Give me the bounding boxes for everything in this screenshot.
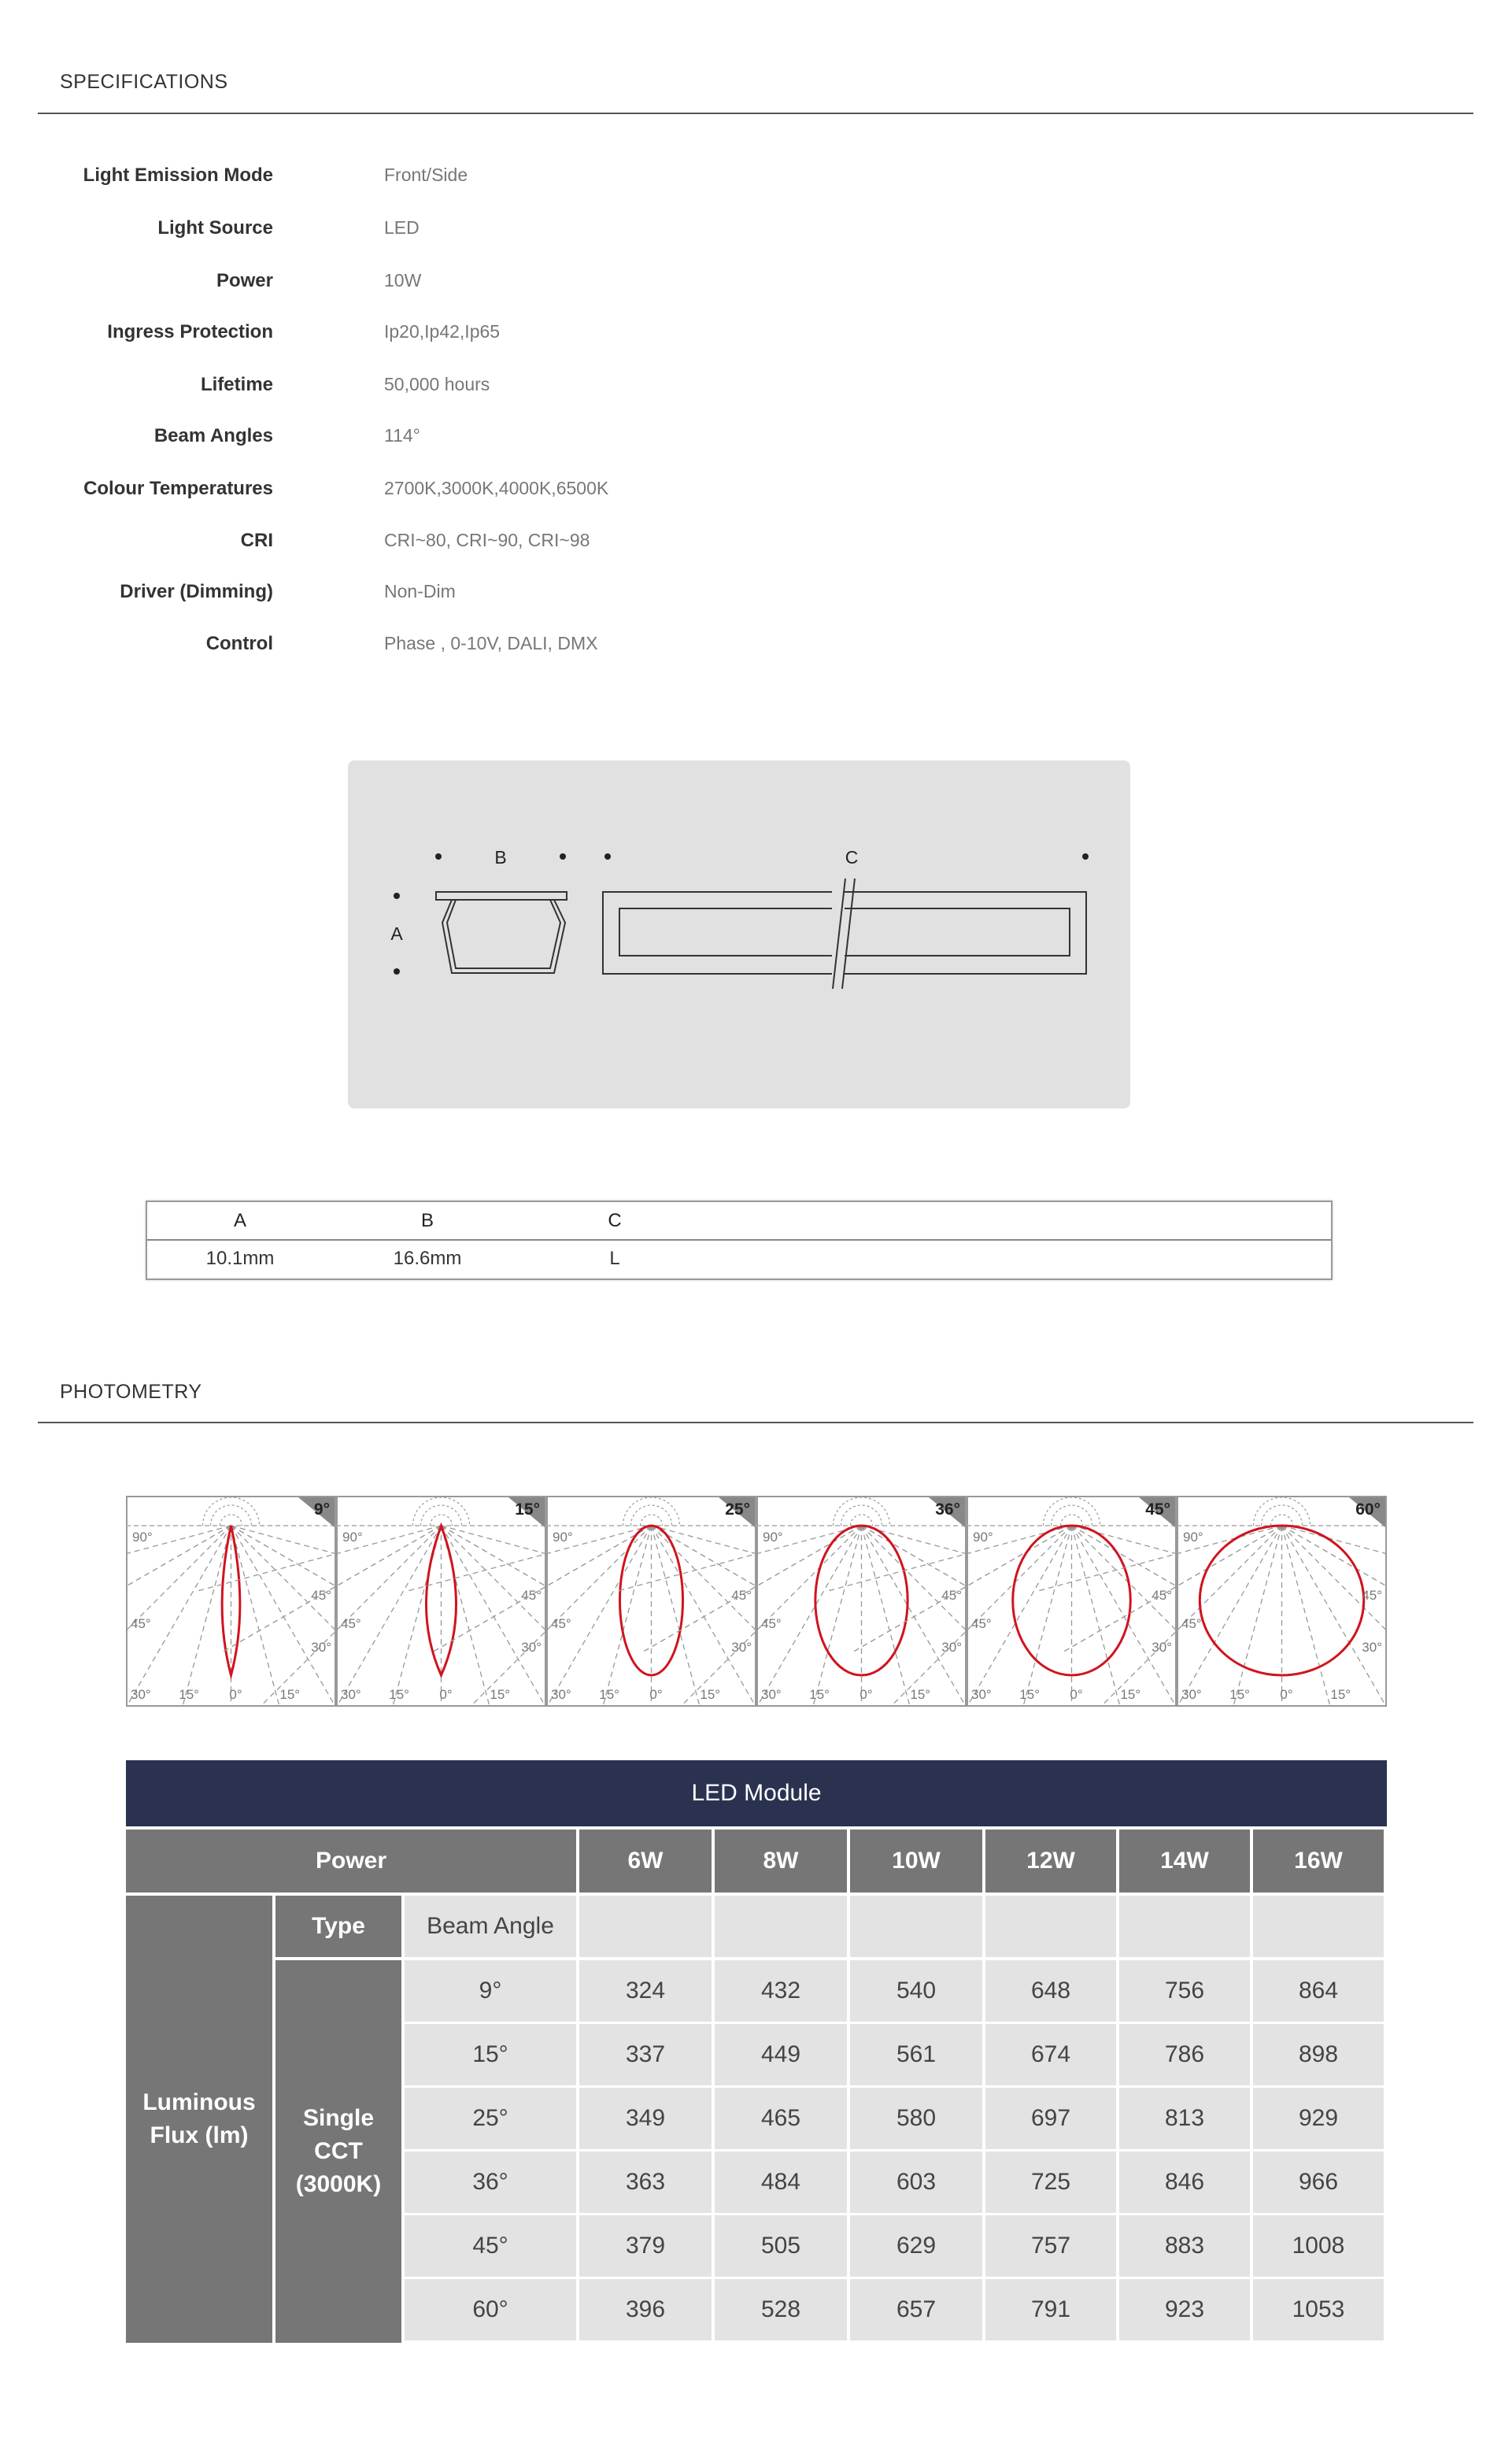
- spec-value: 2700K,3000K,4000K,6500K: [384, 478, 609, 498]
- scale-label: 45°: [971, 1616, 992, 1631]
- scale-label: 45°: [761, 1616, 782, 1631]
- dimension-marker: [560, 853, 566, 860]
- power-column-header: 16W: [1253, 1830, 1384, 1893]
- beam-diagram-strip: [126, 1496, 1387, 1707]
- scale-label: 30°: [551, 1687, 571, 1702]
- scale-label: 15°: [1330, 1687, 1351, 1702]
- scale-label: 90°: [973, 1530, 993, 1545]
- profile-drawing: [348, 760, 1130, 1108]
- flux-value-cell: 528: [715, 2279, 847, 2340]
- dimension-marker: [604, 853, 611, 860]
- empty-cell: [1119, 1896, 1250, 1957]
- empty-cell: [579, 1896, 712, 1957]
- flux-value-cell: 484: [715, 2152, 847, 2213]
- flux-value-cell: 929: [1253, 2088, 1384, 2149]
- flux-value-cell: 966: [1253, 2152, 1384, 2213]
- scale-label: 30°: [941, 1640, 962, 1655]
- flux-value-cell: 603: [850, 2152, 982, 2213]
- empty-cell: [985, 1896, 1116, 1957]
- scale-label: 90°: [553, 1530, 573, 1545]
- flux-value-cell: 540: [850, 1960, 982, 2022]
- scale-label: 0°: [1280, 1687, 1293, 1702]
- scale-label: 15°: [490, 1687, 511, 1702]
- scale-label: 30°: [1362, 1640, 1382, 1655]
- scale-label: 45°: [551, 1616, 571, 1631]
- scale-label: 15°: [1229, 1687, 1250, 1702]
- led-module-table: [126, 1760, 1387, 2337]
- scale-label: 15°: [389, 1687, 409, 1702]
- beam-angle-label: 45°: [1145, 1500, 1170, 1519]
- scale-label: 45°: [311, 1588, 331, 1603]
- flux-value-cell: 580: [850, 2088, 982, 2149]
- empty-cell: [850, 1896, 982, 1957]
- beam-angle-label: 60°: [1355, 1500, 1381, 1519]
- scale-label: 90°: [763, 1530, 783, 1545]
- dimension-header: B: [420, 1210, 434, 1231]
- flux-value-cell: 757: [985, 2215, 1116, 2277]
- scale-label: 45°: [941, 1588, 962, 1603]
- beam-angle-cell: 60°: [405, 2279, 576, 2340]
- spec-row: [0, 478, 1512, 509]
- spec-row: [0, 217, 1512, 249]
- flux-value-cell: 324: [579, 1960, 712, 2022]
- flux-value-cell: 349: [579, 2088, 712, 2149]
- scale-label: 15°: [599, 1687, 619, 1702]
- spec-row: [0, 425, 1512, 457]
- luminous-flux-label: Luminous Flux (lm): [126, 1896, 272, 2343]
- scale-label: 90°: [132, 1530, 153, 1545]
- dimensions-header-row: [147, 1202, 1331, 1241]
- flux-value-cell: 465: [715, 2088, 847, 2149]
- flux-value-cell: 883: [1119, 2215, 1250, 2277]
- spec-value: Phase , 0-10V, DALI, DMX: [384, 633, 598, 653]
- beam-angle-label: 25°: [725, 1500, 750, 1519]
- empty-cell: [1253, 1896, 1384, 1957]
- power-column-header: 10W: [850, 1830, 982, 1893]
- flux-value-cell: 396: [579, 2279, 712, 2340]
- flux-value-cell: 363: [579, 2152, 712, 2213]
- spec-value: Front/Side: [384, 165, 468, 185]
- spec-label: Light Emission Mode: [83, 165, 273, 186]
- flux-value-cell: 898: [1253, 2024, 1384, 2085]
- dimension-drawing: [348, 760, 1130, 1108]
- photometry-title: PHOTOMETRY: [60, 1381, 202, 1403]
- spec-label: Lifetime: [200, 374, 273, 395]
- flux-value-cell: 432: [715, 1960, 847, 2022]
- dimension-marker: [394, 968, 400, 975]
- spec-row: [0, 321, 1512, 353]
- flux-value-cell: 1008: [1253, 2215, 1384, 2277]
- spec-row: [0, 270, 1512, 302]
- photometry-divider: [38, 1422, 1473, 1423]
- specifications-divider: [38, 113, 1473, 114]
- spec-row: [0, 165, 1512, 196]
- flux-value-cell: 505: [715, 2215, 847, 2277]
- scale-label: 45°: [1152, 1588, 1172, 1603]
- spec-label: Power: [216, 270, 273, 291]
- flux-value-cell: 846: [1119, 2152, 1250, 2213]
- flux-value-cell: 813: [1119, 2088, 1250, 2149]
- spec-value: LED: [384, 217, 420, 238]
- spec-label: Colour Temperatures: [83, 478, 273, 499]
- beam-angle-label: 9°: [313, 1500, 330, 1519]
- scale-label: 15°: [179, 1687, 199, 1702]
- scale-label: 45°: [521, 1588, 542, 1603]
- beam-angle-cell: 25°: [405, 2088, 576, 2149]
- scale-label: 30°: [1181, 1687, 1202, 1702]
- beam-angle-header: Beam Angle: [405, 1896, 576, 1957]
- scale-label: 15°: [809, 1687, 830, 1702]
- dimensions-table: [146, 1201, 1333, 1280]
- empty-cell: [715, 1896, 847, 1957]
- scale-label: 30°: [521, 1640, 542, 1655]
- spec-label: Light Source: [157, 217, 273, 239]
- scale-label: 90°: [342, 1530, 363, 1545]
- spec-value: Ip20,Ip42,Ip65: [384, 321, 501, 342]
- power-column-header: 14W: [1119, 1830, 1250, 1893]
- table-title: LED Module: [126, 1760, 1387, 1826]
- dimension-header: A: [233, 1210, 246, 1231]
- scale-label: 15°: [910, 1687, 931, 1702]
- scale-label: 0°: [229, 1687, 242, 1702]
- spec-value: 10W: [384, 270, 422, 290]
- beam-angle-cell: 45°: [405, 2215, 576, 2277]
- dimension-value: 16.6mm: [393, 1248, 462, 1269]
- label-b: B: [494, 847, 507, 868]
- flux-value-cell: 697: [985, 2088, 1116, 2149]
- scale-label: 15°: [1120, 1687, 1141, 1702]
- flux-value-cell: 725: [985, 2152, 1116, 2213]
- scale-label: 0°: [860, 1687, 873, 1702]
- power-column-header: 12W: [985, 1830, 1116, 1893]
- flux-value-cell: 449: [715, 2024, 847, 2085]
- spec-label: Beam Angles: [153, 425, 273, 446]
- scale-label: 90°: [1183, 1530, 1203, 1545]
- flux-value-cell: 1053: [1253, 2279, 1384, 2340]
- dimension-value: 10.1mm: [205, 1248, 275, 1269]
- flux-value-cell: 674: [985, 2024, 1116, 2085]
- photometry-diagrams: [126, 1496, 1387, 1707]
- spec-value: Non-Dim: [384, 581, 456, 601]
- scale-label: 30°: [971, 1687, 992, 1702]
- single-cct-label: Single CCT (3000K): [275, 1960, 401, 2343]
- spec-row: [0, 530, 1512, 561]
- scale-label: 0°: [1070, 1687, 1083, 1702]
- type-header: Type: [275, 1896, 401, 1957]
- power-column-header: 8W: [715, 1830, 847, 1893]
- spec-value: 50,000 hours: [384, 374, 490, 394]
- flux-value-cell: 657: [850, 2279, 982, 2340]
- scale-label: 30°: [761, 1687, 782, 1702]
- flux-value-cell: 864: [1253, 1960, 1384, 2022]
- flux-value-cell: 379: [579, 2215, 712, 2277]
- power-header: Power: [126, 1830, 576, 1893]
- dimension-marker: [1082, 853, 1089, 860]
- flux-value-cell: 337: [579, 2024, 712, 2085]
- scale-label: 45°: [1181, 1616, 1202, 1631]
- label-a: A: [390, 923, 403, 944]
- scale-label: 45°: [131, 1616, 151, 1631]
- scale-label: 45°: [341, 1616, 361, 1631]
- scale-label: 45°: [731, 1588, 752, 1603]
- end-profile: [436, 892, 567, 973]
- label-c: C: [845, 847, 859, 868]
- scale-label: 15°: [279, 1687, 301, 1702]
- scale-label: 0°: [649, 1687, 663, 1702]
- spec-row: [0, 581, 1512, 612]
- scale-label: 15°: [700, 1687, 721, 1702]
- flux-value-cell: 923: [1119, 2279, 1250, 2340]
- spec-value: CRI~80, CRI~90, CRI~98: [384, 530, 590, 550]
- spec-label: Control: [205, 633, 273, 654]
- scale-label: 0°: [439, 1687, 453, 1702]
- scale-label: 30°: [1152, 1640, 1172, 1655]
- beam-angle-cell: 15°: [405, 2024, 576, 2085]
- beam-angle-cell: 9°: [405, 1960, 576, 2022]
- spec-row: [0, 633, 1512, 664]
- specifications-title: SPECIFICATIONS: [60, 71, 228, 93]
- flux-value-cell: 791: [985, 2279, 1116, 2340]
- dimension-marker: [435, 853, 442, 860]
- beam-angle-label: 36°: [935, 1500, 960, 1519]
- beam-angle-label: 15°: [515, 1500, 540, 1519]
- spec-row: [0, 374, 1512, 405]
- power-column-header: 6W: [579, 1830, 712, 1893]
- flux-value-cell: 648: [985, 1960, 1116, 2022]
- flux-value-cell: 786: [1119, 2024, 1250, 2085]
- spec-value: 114°: [384, 425, 420, 446]
- flux-value-cell: 756: [1119, 1960, 1250, 2022]
- flux-value-cell: 629: [850, 2215, 982, 2277]
- spec-label: Ingress Protection: [107, 321, 273, 342]
- scale-label: 30°: [311, 1640, 331, 1655]
- scale-label: 30°: [731, 1640, 752, 1655]
- scale-label: 45°: [1362, 1588, 1382, 1603]
- flux-value-cell: 561: [850, 2024, 982, 2085]
- dimension-value: L: [609, 1248, 620, 1269]
- beam-angle-cell: 36°: [405, 2152, 576, 2213]
- scale-label: 15°: [1019, 1687, 1040, 1702]
- spec-label: Driver (Dimming): [120, 581, 273, 602]
- dimension-marker: [394, 893, 400, 899]
- scale-label: 30°: [131, 1687, 151, 1702]
- dimension-header: C: [608, 1210, 622, 1231]
- scale-label: 30°: [341, 1687, 361, 1702]
- spec-label: CRI: [240, 530, 273, 551]
